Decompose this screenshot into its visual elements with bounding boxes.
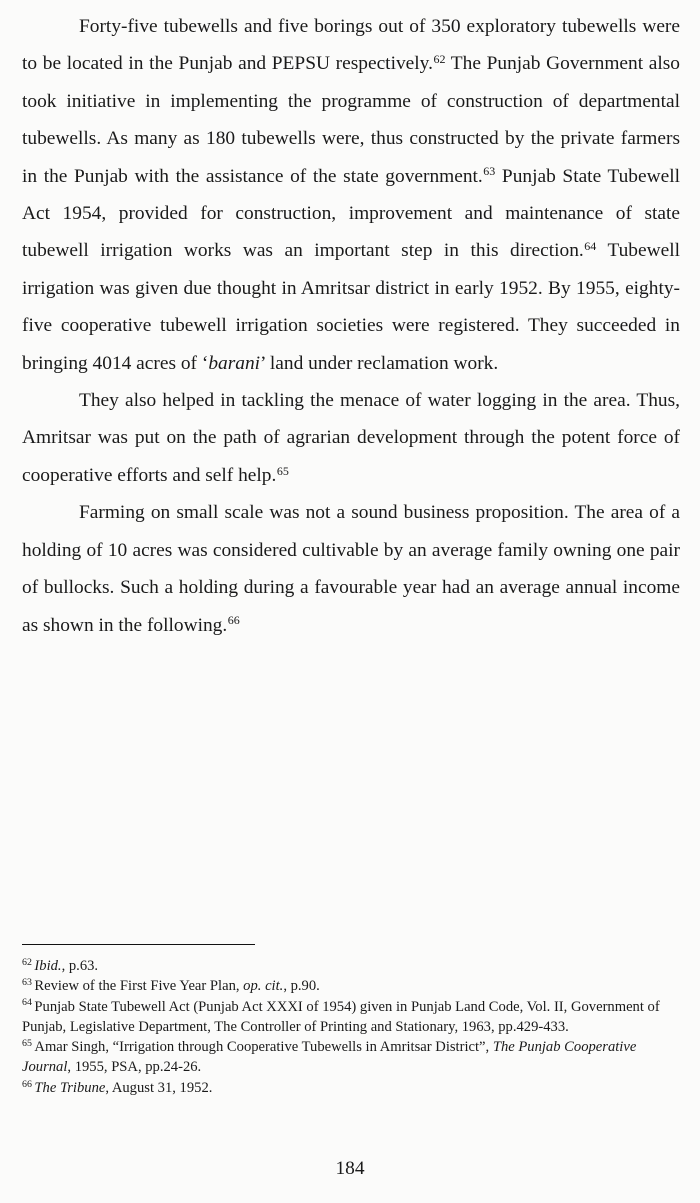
- footnote-reference-62[interactable]: 62: [433, 52, 446, 67]
- footnote-number-65: 65: [22, 1038, 32, 1050]
- body-text-block: [22, 8, 680, 644]
- italic-text: Ibid.: [34, 958, 62, 974]
- italic-text: barani: [208, 352, 261, 374]
- footnote-number-63: 63: [22, 977, 32, 989]
- footnote-reference-65[interactable]: 65: [276, 463, 289, 478]
- footnote-66: $^{66}$ The Tribune, August 31, 1952.: [22, 1078, 213, 1096]
- italic-text: The Punjab Cooperative Journal: [22, 1039, 637, 1076]
- body-paragraph-2: They also helped in tackling the menace of water logging in the area. Thus, Amritsar was put on the path of agrarian development through the potent force of cooperative efforts and self help.$^{65}$: [22, 390, 680, 486]
- footnote-63: $^{63}$ Review of the First Five Year Plan, op. cit., p.90.: [22, 977, 320, 995]
- footnote-number-66: 66: [22, 1078, 32, 1090]
- footnote-62: $^{62}$ Ibid., p.63.: [22, 956, 99, 974]
- footnote-section: [22, 944, 680, 1098]
- page-number: 184: [335, 1158, 365, 1179]
- footnote-64: $^{64}$ Punjab State Tubewell Act (Punjab Act XXXI of 1954) given in Punjab Land Code, Vol. II, Government of Punjab, Legislative Department, The Controller of Printing and Stationary, 1963, pp.429-433.: [22, 997, 660, 1035]
- footnote-reference-63[interactable]: 63: [483, 164, 496, 179]
- footnote-separator-rule: [22, 944, 255, 945]
- footnote-number-62: 62: [22, 956, 32, 968]
- footnote-reference-64[interactable]: 64: [584, 239, 597, 254]
- footnote-reference-66[interactable]: 66: [227, 613, 240, 628]
- italic-text: The Tribune: [34, 1079, 106, 1096]
- footnote-65: $^{65}$ Amar Singh, “Irrigation through Cooperative Tubewells in Amritsar District”, The Punjab Cooperative Journal, 1955, PSA, pp.24-26.: [22, 1038, 637, 1076]
- footnote-list: [22, 956, 680, 1098]
- body-paragraph-3: Farming on small scale was not a sound business proposition. The area of a holding of 10 acres was considered cultivable by an average family owning one pair of bullocks. Such a holding during a favourable year had an average annual income as shown in the following.$^{66}$: [22, 502, 680, 636]
- body-paragraph-1: Forty-five tubewells and five borings out of 350 exploratory tubewells were to be located in the Punjab and PEPSU respectively.$^{62}$ The Punjab Government also took initiative in implementing the programme of construction of departmental tubewells. As many as 180 tubewells were, thus constructed by the private farmers in the Punjab with the assistance of the state government.$^{63}$ Punjab State Tubewell Act 1954, provided for construction, improvement and maintenance of state tubewell irrigation works was an important step in this direction.$^{64}$ Tubewell irrigation was given due thought in Amritsar district in early 1952. By 1955, eighty-five cooperative tubewell irrigation societies were registered. They succeeded in bringing 4014 acres of ‘barani’ land under reclamation work.: [22, 16, 681, 374]
- italic-text: op. cit.: [243, 978, 284, 995]
- footnote-number-64: 64: [22, 997, 32, 1009]
